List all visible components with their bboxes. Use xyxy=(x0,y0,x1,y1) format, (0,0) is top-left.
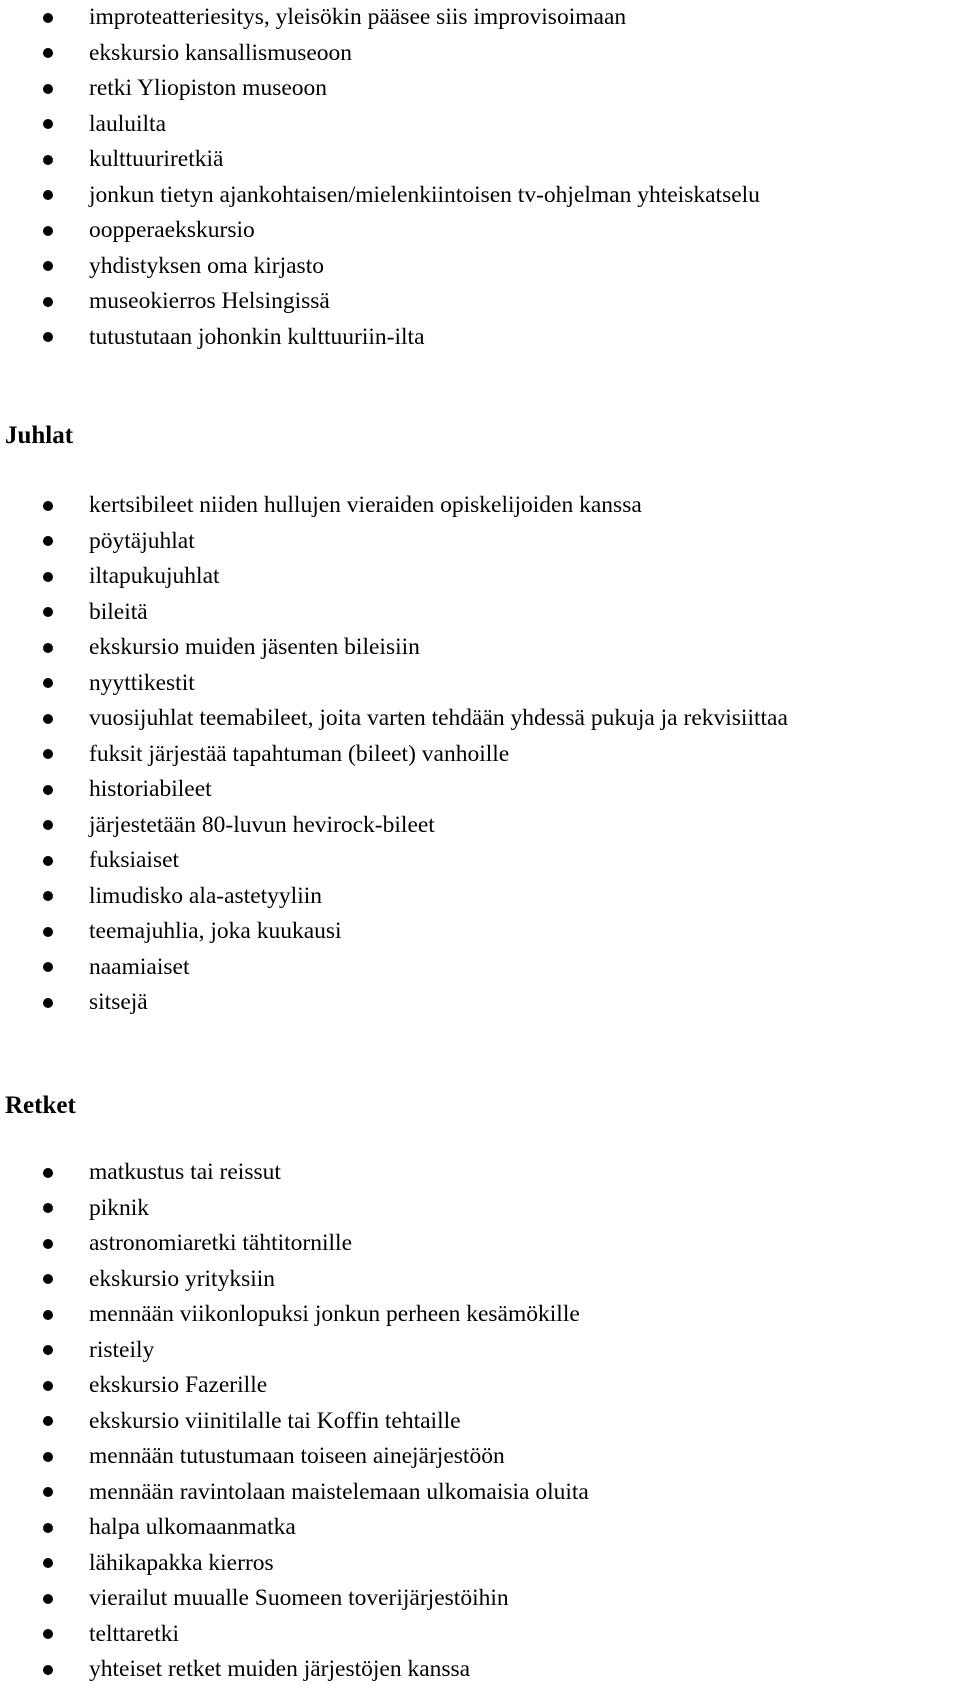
list-item-text: jonkun tietyn ajankohtaisen/mielenkiintoisen tv-ohjelman yhteiskatselu xyxy=(89,181,760,208)
list-item-text: astronomiaretki tähtitornille xyxy=(89,1230,352,1256)
list-item-text: piknik xyxy=(89,1194,150,1221)
list-item-text: halpa ulkomaanmatka xyxy=(89,1514,296,1540)
bullet-icon xyxy=(43,1523,53,1533)
list-item xyxy=(0,737,960,773)
list-item xyxy=(0,666,960,702)
bullet-icon xyxy=(43,190,53,200)
list-item xyxy=(0,320,960,356)
bullet-icon xyxy=(43,1203,53,1213)
bullet-icon xyxy=(43,785,53,795)
list-item xyxy=(0,1581,960,1617)
list-item xyxy=(0,985,960,1021)
list-item xyxy=(0,1262,960,1298)
bullet-icon xyxy=(43,572,53,582)
bullet-icon xyxy=(43,962,53,972)
bullet-icon xyxy=(43,678,53,688)
list-item xyxy=(0,284,960,320)
list-item xyxy=(0,71,960,107)
bullet-icon xyxy=(43,1416,53,1426)
bullet-icon xyxy=(43,1310,53,1320)
list-item xyxy=(0,630,960,666)
list-item-text: lauluilta xyxy=(89,110,167,137)
bullet-icon xyxy=(43,1274,53,1284)
list-item-text: iltapukujuhlat xyxy=(89,563,220,589)
list-item-text: limudisko ala-astetyyliin xyxy=(89,882,323,909)
bullet-icon xyxy=(43,261,53,271)
list-item xyxy=(0,1439,960,1475)
retket-list xyxy=(0,1155,960,1688)
bullet-icon xyxy=(43,749,53,759)
list-item-text: yhteiset retket muiden järjestöjen kanssa xyxy=(89,1656,471,1682)
list-item xyxy=(0,1226,960,1262)
list-item-text: retki Yliopiston museoon xyxy=(89,75,328,101)
bullet-icon xyxy=(43,84,53,94)
bullet-icon xyxy=(43,856,53,866)
bullet-icon xyxy=(43,119,53,129)
list-item-text: ekskursio Fazerille xyxy=(89,1372,268,1398)
list-item xyxy=(0,595,960,631)
list-item xyxy=(0,914,960,950)
list-item xyxy=(0,701,960,737)
list-item xyxy=(0,1333,960,1369)
list-item-text: vuosijuhlat teemabileet, joita varten tehdään yhdessä pukuja ja rekvisiittaa xyxy=(89,705,788,731)
bullet-icon xyxy=(43,332,53,342)
list-item xyxy=(0,36,960,72)
list-item-text: järjestetään 80-luvun hevirock-bileet xyxy=(89,811,435,838)
list-item-text: sitsejä xyxy=(89,989,148,1015)
bullet-icon xyxy=(43,1629,53,1639)
list-item xyxy=(0,808,960,844)
bullet-icon xyxy=(43,1558,53,1568)
list-item xyxy=(0,107,960,143)
list-item xyxy=(0,0,960,36)
list-item-text: mennään ravintolaan maistelemaan ulkomaisia oluita xyxy=(89,1478,589,1505)
list-item-text: museokierros Helsingissä xyxy=(89,288,330,314)
list-item-text: naamiaiset xyxy=(89,953,190,980)
list-item-text: vierailut muualle Suomeen toverijärjestöihin xyxy=(89,1585,509,1611)
list-item-text: historiabileet xyxy=(89,776,212,802)
list-item-text: ekskursio muiden jäsenten bileisiin xyxy=(89,634,420,660)
list-item-text: pöytäjuhlat xyxy=(89,527,195,554)
list-item xyxy=(0,1510,960,1546)
bullet-icon xyxy=(43,1487,53,1497)
list-item xyxy=(0,1155,960,1191)
section-heading-juhlat: Juhlat xyxy=(5,422,74,449)
bullet-icon xyxy=(43,155,53,165)
list-item xyxy=(0,249,960,285)
list-item xyxy=(0,772,960,808)
list-item xyxy=(0,1404,960,1440)
list-item xyxy=(0,178,960,214)
list-item-text: teemajuhlia, joka kuukausi xyxy=(89,918,342,944)
list-item xyxy=(0,524,960,560)
list-item xyxy=(0,1368,960,1404)
list-item xyxy=(0,142,960,178)
list-item xyxy=(0,1617,960,1653)
bullet-icon xyxy=(43,501,53,511)
list-item-text: fuksit järjestää tapahtuman (bileet) vanhoille xyxy=(89,740,510,767)
list-item xyxy=(0,1546,960,1582)
list-item-text: lähikapakka kierros xyxy=(89,1549,274,1576)
list-item-text: oopperaekskursio xyxy=(89,217,255,243)
list-item xyxy=(0,1191,960,1227)
bullet-icon xyxy=(43,714,53,724)
bullet-icon xyxy=(43,48,53,58)
section-heading-retket: Retket xyxy=(5,1092,76,1119)
bullet-icon xyxy=(43,891,53,901)
list-item xyxy=(0,950,960,986)
bullet-icon xyxy=(43,1594,53,1604)
list-item-text: kulttuuriretkiä xyxy=(89,146,224,172)
list-item xyxy=(0,1652,960,1688)
list-item xyxy=(0,559,960,595)
list-item-text: tutustutaan johonkin kulttuuriin-ilta xyxy=(89,323,425,350)
list-item-text: nyyttikestit xyxy=(89,669,195,696)
list-item-text: mennään viikonlopuksi jonkun perheen kesämökille xyxy=(89,1301,580,1327)
list-item xyxy=(0,1475,960,1511)
list-item-text: ekskursio kansallismuseoon xyxy=(89,39,353,66)
list-item-text: ekskursio viinitilalle tai Koffin tehtaille xyxy=(89,1407,461,1434)
list-item-text: fuksiaiset xyxy=(89,847,180,873)
bullet-icon xyxy=(43,536,53,546)
bullet-icon xyxy=(43,1168,53,1178)
bullet-icon xyxy=(43,1239,53,1249)
juhlat-list xyxy=(0,488,960,1021)
bullet-icon xyxy=(43,607,53,617)
bullet-icon xyxy=(43,643,53,653)
bullet-icon xyxy=(43,297,53,307)
list-item-text: yhdistyksen oma kirjasto xyxy=(89,252,324,279)
list-item-text: risteily xyxy=(89,1336,155,1363)
list-item xyxy=(0,843,960,879)
list-item-text: bileitä xyxy=(89,598,148,625)
list-item-text: kertsibileet niiden hullujen vieraiden opiskelijoiden kanssa xyxy=(89,492,642,518)
bullet-icon xyxy=(43,1452,53,1462)
bullet-icon xyxy=(43,13,53,23)
bullet-icon xyxy=(43,998,53,1008)
list-item-text: improteatteriesitys, yleisökin pääsee siis improvisoimaan xyxy=(89,4,627,30)
list-item xyxy=(0,213,960,249)
list-item xyxy=(0,879,960,915)
list-item xyxy=(0,488,960,524)
list-item-text: matkustus tai reissut xyxy=(89,1159,281,1185)
bullet-icon xyxy=(43,1345,53,1355)
list-item-text: ekskursio yrityksiin xyxy=(89,1265,276,1292)
list-item-text: mennään tutustumaan toiseen ainejärjestöön xyxy=(89,1443,505,1469)
bullet-icon xyxy=(43,820,53,830)
culture-activity-list xyxy=(0,0,960,355)
bullet-icon xyxy=(43,927,53,937)
list-item-text: telttaretki xyxy=(89,1620,180,1647)
bullet-icon xyxy=(43,226,53,236)
bullet-icon xyxy=(43,1665,53,1675)
list-item xyxy=(0,1297,960,1333)
bullet-icon xyxy=(43,1381,53,1391)
